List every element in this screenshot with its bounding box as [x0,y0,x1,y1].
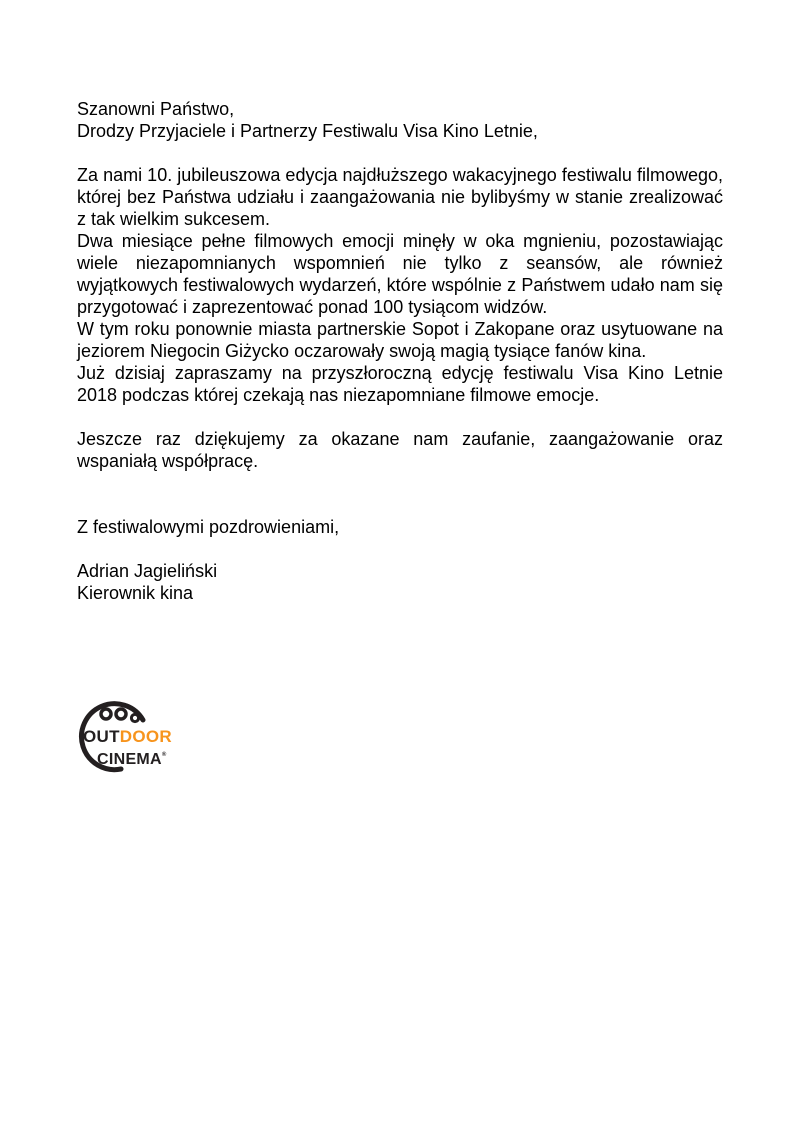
logo-text-cinema: CINEMA [97,751,162,768]
logo-text-door: DOOR [119,727,172,746]
reel-hole-icon [116,709,126,719]
paragraph-invitation: Już dzisiaj zapraszamy na przyszłoroczną edycję festiwalu Visa Kino Letnie 2018 podczas której czekają nas niezapomniane filmowe emocje. [77,363,723,405]
paragraph-emotions: Dwa miesiące pełne filmowych emocji minęły w oka mgnieniu, pozostawiając wiele niezapomnianych wspomnień nie tylko z seansów, ale również wyjątkowych festiwalowych wydarzeń, które wspólnie z Państwem udało nam się przygotować i zaprezentować ponad 100 tysiącom widzów. [77,231,723,317]
svg-text:CINEMA® [97,751,167,768]
salutation-line-2: Drodzy Przyjaciele i Partnerzy Festiwalu Visa Kino Letnie, [77,121,538,141]
logo-text-out: OUT [83,727,120,746]
reel-hole-icon [101,709,111,719]
logo-registered-mark: ® [161,752,167,758]
reel-hole-icon [131,714,138,721]
closing-line: Z festiwalowymi pozdrowieniami, [77,517,340,537]
outdoor-cinema-logo [77,698,187,774]
signature-name: Adrian Jagieliński [77,561,218,581]
paragraph-thanks: Jeszcze raz dziękujemy za okazane nam zaufanie, zaangażowanie oraz wspaniałą współpracę. [77,429,723,471]
salutation-line-1: Szanowni Państwo, [77,99,235,119]
svg-text:OUTDOOR [83,727,172,746]
letter-body [77,98,723,604]
paragraph-partner-cities: W tym roku ponownie miasta partnerskie Sopot i Zakopane oraz usytuowane na jeziorem Niegocin Giżycko oczarowały swoją magią tysiące fanów kina. [77,319,723,361]
paragraph-anniversary: Za nami 10. jubileuszowa edycja najdłuższego wakacyjnego festiwalu filmowego, której bez Państwa udziału i zaangażowania nie bylibyśmy w stanie zrealizować z tak wielkim sukcesem. [77,165,723,229]
signature-title: Kierownik kina [77,583,194,603]
